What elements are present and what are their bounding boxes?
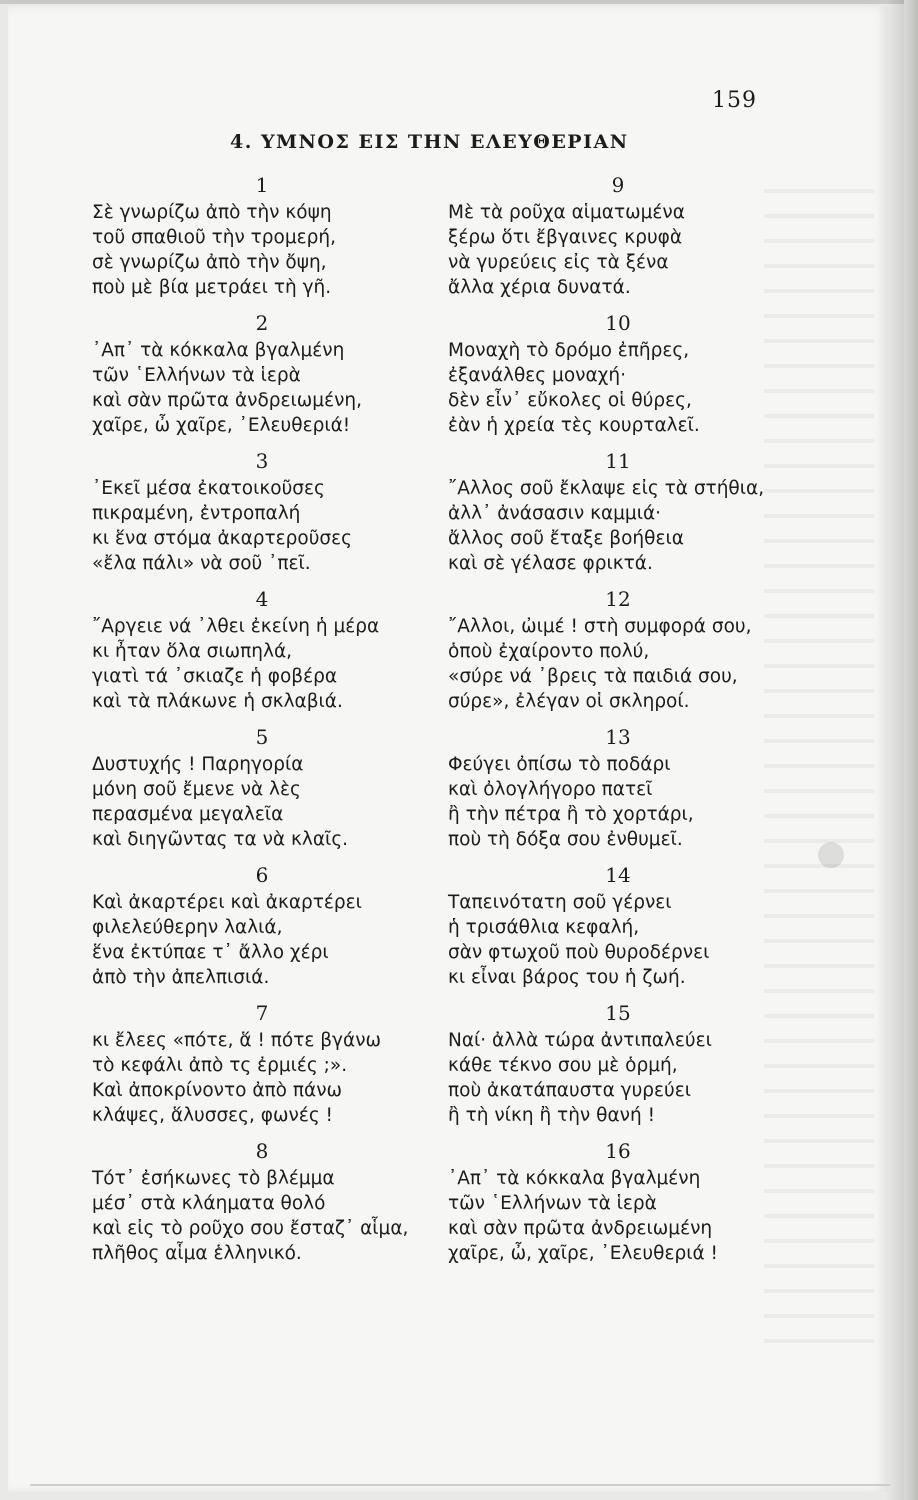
verse-line: τὸ κεφάλι ἀπὸ τς ἐρμιές ;».: [92, 1055, 348, 1076]
verse-line: χαῖρε, ὦ, χαῖρε, ᾿Ελευθεριά !: [448, 1243, 718, 1264]
stanza-number: 1: [255, 173, 269, 197]
stanza-number: 9: [611, 173, 625, 197]
verse-line: ᾿Απ᾿ τὰ κόκκαλα βγαλμένη: [448, 1168, 701, 1189]
stanza: [448, 860, 808, 998]
verse-line: γιατὶ τά ᾿σκιαζε ἡ φοβέρα: [92, 666, 338, 687]
stanza: [448, 1136, 808, 1274]
verse-line: κι εἶναι βάρος του ἡ ζωή.: [448, 967, 686, 988]
stanza: [92, 860, 452, 998]
stanza: [92, 170, 452, 308]
stanza-number: 5: [255, 725, 269, 749]
verse-line: πλῆθος αἷμα ἑλληνικό.: [92, 1243, 302, 1264]
verse-line: καὶ ὀλογλήγορο πατεῖ: [448, 779, 653, 800]
verse-line: καὶ τὰ πλάκωνε ἡ σκλαβιά.: [92, 691, 343, 712]
verse-line: τῶν ῾Ελλήνων τὰ ἱερὰ: [448, 1193, 657, 1214]
stanza: [92, 998, 452, 1136]
stanza: [92, 308, 452, 446]
verse-line: ἕνα ἐκτύπαε τ᾿ ἄλλο χέρι: [92, 942, 329, 963]
stanza-number: 10: [605, 311, 631, 335]
verse-line: «σύρε νά ᾿βρεις τὰ παιδιά σου,: [448, 666, 738, 687]
verse-line: Φεύγει ὀπίσω τὸ ποδάρι: [448, 754, 671, 775]
verse-line: νὰ γυρεύεις εἰς τὰ ξένα: [448, 252, 669, 273]
stanza: [448, 722, 808, 860]
verse-line: ἄλλα χέρια δυνατά.: [448, 277, 631, 298]
verse-line: ᾿Απ᾿ τὰ κόκκαλα βγαλμένη: [92, 340, 345, 361]
page-edge-shadow: [886, 0, 904, 1500]
stanza: [92, 722, 452, 860]
verse-line: ἐξανάλθες μοναχή·: [448, 365, 626, 386]
verse-line: «ἔλα πάλι» νὰ σοῦ ᾿πεῖ.: [92, 553, 311, 574]
verse-line: ποὺ τὴ δόξα σου ἐνθυμεῖ.: [448, 829, 683, 850]
verse-line: ῎Αλλοι, ὠιμέ ! στὴ συμφορά σου,: [448, 616, 752, 637]
stanza: [448, 308, 808, 446]
verse-line: ῎Αργειε νά ᾿λθει ἐκείνη ἡ μέρα: [92, 616, 380, 637]
verse-line: σύρε», ἐλέγαν οἱ σκληροί.: [448, 691, 690, 712]
verse-line: ἀλλ᾿ ἀνάσασιν καμμιά·: [448, 503, 662, 524]
verse-line: τῶν ῾Ελλήνων τὰ ἱερὰ: [92, 365, 301, 386]
verse-line: μέσ᾿ στὰ κλάηματα θολό: [92, 1193, 326, 1214]
verse-line: Καὶ ἀκαρτέρει καὶ ἀκαρτέρει: [92, 892, 362, 913]
poem-title: 4. ΥΜΝΟΣ ΕΙΣ ΤΗΝ ΕΛΕΥΘΕΡΙΑΝ: [230, 131, 629, 153]
verse-line: καὶ διηγῶντας τα νὰ κλαῖς.: [92, 829, 349, 850]
stanza: [448, 446, 808, 584]
verse-line: χαῖρε, ὦ χαῖρε, ᾿Ελευθεριά!: [92, 415, 351, 436]
verse-line: ἢ τὴ νίκη ἢ τὴν θανή !: [448, 1105, 656, 1126]
verse-line: Τότ᾿ ἐσήκωνες τὸ βλέμμα: [92, 1168, 335, 1189]
stanza: [448, 170, 808, 308]
verse-line: Σὲ γνωρίζω ἀπὸ τὴν κόψη: [92, 202, 332, 223]
verse-line: ποὺ ἀκατάπαυστα γυρεύει: [448, 1080, 692, 1101]
verse-line: κι ἔλεες «πότε, ἅ ! πότε βγάνω: [92, 1030, 382, 1051]
verse-line: σὰν φτωχοῦ ποὺ θυροδέρνει: [448, 942, 710, 963]
verse-line: Ταπεινότατη σοῦ γέρνει: [448, 892, 672, 913]
verse-line: καὶ σὲ γέλασε φρικτά.: [448, 553, 653, 574]
stanza-number: 12: [605, 587, 631, 611]
left-column: [92, 170, 452, 1274]
stanza: [92, 1136, 452, 1274]
verse-line: ἀπὸ τὴν ἀπελπισιά.: [92, 967, 270, 988]
stanza-number: 2: [255, 311, 269, 335]
verse-line: καὶ σὰν πρῶτα ἀνδρειωμένη,: [92, 390, 363, 411]
verse-line: κι ἦταν ὅλα σιωπηλά,: [92, 641, 293, 662]
verse-line: κλάψες, ἅλυσσες, φωνές !: [92, 1105, 333, 1126]
verse-line: σὲ γνωρίζω ἀπὸ τὴν ὄψη,: [92, 252, 327, 273]
stanza-number: 13: [605, 725, 631, 749]
verse-line: Ναί· ἀλλὰ τώρα ἀντιπαλεύει: [448, 1030, 712, 1051]
verse-line: ποὺ μὲ βία μετράει τὴ γῆ.: [92, 277, 332, 298]
page-bottom-edge: [30, 1484, 890, 1486]
verse-line: περασμένα μεγαλεῖα: [92, 804, 284, 825]
stanza-number: 7: [255, 1001, 269, 1025]
stanza-number: 14: [605, 863, 631, 887]
verse-line: Δυστυχής ! Παρηγορία: [92, 754, 304, 775]
verse-line: καὶ εἰς τὸ ροῦχο σου ἔσταζ᾿ αἷμα,: [92, 1218, 409, 1239]
stanza-number: 16: [605, 1139, 631, 1163]
stanza: [448, 998, 808, 1136]
verse-line: ᾿Εκεῖ μέσα ἐκατοικοῦσες: [92, 478, 325, 499]
verse-line: ἐὰν ἡ χρεία τὲς κουρταλεῖ.: [448, 415, 700, 436]
stanza-number: 11: [605, 449, 631, 473]
verse-line: κάθε τέκνο σου μὲ ὁρμή,: [448, 1055, 678, 1076]
stanza-number: 3: [255, 449, 269, 473]
stanza: [92, 446, 452, 584]
right-column: [448, 170, 808, 1274]
verse-line: Μοναχὴ τὸ δρόμο ἐπῆρες,: [448, 340, 690, 361]
page-top-edge: [0, 0, 918, 4]
verse-line: κι ἕνα στόμα ἀκαρτεροῦσες: [92, 528, 353, 549]
verse-line: ἡ τρισάθλια κεφαλή,: [448, 917, 640, 938]
verse-line: ἄλλος σοῦ ἔταξε βοήθεια: [448, 528, 684, 549]
verse-line: δὲν εἶν᾿ εὔκολες οἱ θύρες,: [448, 390, 692, 411]
verse-line: ξέρω ὅτι ἔβγαινες κρυφὰ: [448, 227, 683, 248]
stanza-number: 6: [255, 863, 269, 887]
verse-line: Καὶ ἀποκρίνοντο ἀπὸ πάνω: [92, 1080, 343, 1101]
page-number: 159: [712, 88, 757, 113]
verse-line: ὁποὺ ἐχαίροντο πολύ,: [448, 641, 650, 662]
stanza: [448, 584, 808, 722]
page-stack-edge: [904, 0, 918, 1500]
verse-line: μόνη σοῦ ἔμενε νὰ λὲς: [92, 779, 301, 800]
verse-line: Μὲ τὰ ροῦχα αἱματωμένα: [448, 202, 685, 223]
verse-line: ῎Αλλος σοῦ ἔκλαψε εἰς τὰ στήθια,: [448, 478, 765, 499]
verse-line: ἢ τὴν πέτρα ἢ τὸ χορτάρι,: [448, 804, 694, 825]
verse-line: καὶ σὰν πρῶτα ἀνδρειωμένη: [448, 1218, 713, 1239]
stanza: [92, 584, 452, 722]
stanza-number: 4: [255, 587, 269, 611]
paper-spot: [818, 842, 844, 868]
verse-line: φιλελεύθερην λαλιά,: [92, 917, 283, 938]
verse-line: τοῦ σπαθιοῦ τὴν τρομερή,: [92, 227, 336, 248]
verse-line: πικραμένη, ἐντροπαλή: [92, 503, 301, 524]
stanza-number: 15: [605, 1001, 631, 1025]
stanza-number: 8: [255, 1139, 269, 1163]
